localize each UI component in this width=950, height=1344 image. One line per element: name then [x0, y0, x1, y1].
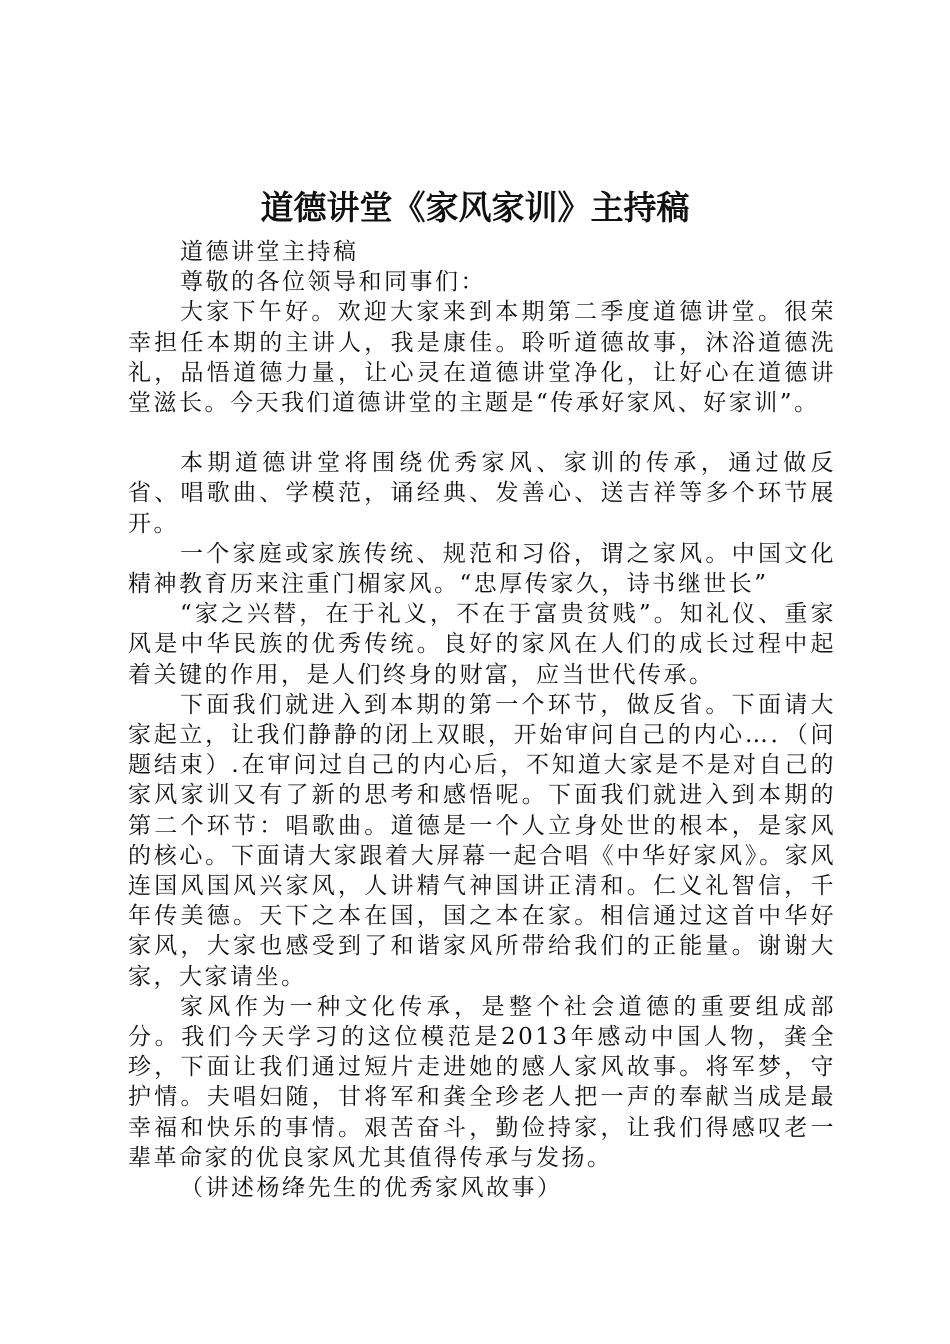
paragraph-story-note: （讲述杨绛先生的优秀家风故事）	[180, 1175, 563, 1202]
paragraph-role-model: 家风作为一种文化传承，是整个社会道德的重要组成部分。我们今天学习的这位模范是2013年感动中国人物，龚全珍，下面让我们通过短片走进她的感人家风故事。将军梦，守护情。夫唱妇随，甘将军和龚全珍老人把一声的奉献当成是最幸福和快乐的事情。艰苦奋斗，勤俭持家，让我们得感叹老一辈革命家的优良家风尤其值得传承与发扬。	[128, 993, 836, 1171]
paragraph-subtitle: 道德讲堂主持稿	[180, 239, 359, 265]
paragraph-reflection-song: 下面我们就进入到本期的第一个环节，做反省。下面请大家起立，让我们静静的闭上双眼，开始审问自己的内心…．（问题结束）.在审问过自己的内心后，不知道大家是不是对自己的家风家训又有了新的思考和感悟呢。下面我们就进入到本期的第二个环节：唱歌曲。道德是一个人立身处世的根本，是家风的核心。下面请大家跟着大屏幕一起合唱《中华好家风》。家风连国风国风兴家风，人讲精气神国讲正清和。仁义礼智信，千年传美德。天下之本在国，国之本在家。相信通过这首中华好家风，大家也感受到了和谐家风所带给我们的正能量。谢谢大家，大家请坐。	[128, 691, 836, 990]
document-title: 道德讲堂《家风家训》主持稿	[260, 188, 690, 227]
paragraph-opening: 大家下午好。欢迎大家来到本期第二季度道德讲堂。很荣幸担任本期的主讲人，我是康佳。聆听道德故事，沐浴道德洗礼，品悟道德力量，让心灵在道德讲堂净化，让好心在道德讲堂滋长。今天我们道德讲堂的主题是“传承好家风、好家训”。	[128, 299, 836, 417]
paragraph-tradition: “家之兴替，在于礼义，不在于富贵贫贱”。知礼仪、重家风是中华民族的优秀传统。良好的家风在人们的成长过程中起着关键的作用，是人们终身的财富，应当世代传承。	[128, 601, 836, 688]
paragraph-greeting: 尊敬的各位领导和同事们：	[180, 269, 486, 296]
document-body	[128, 237, 836, 1203]
paragraph-agenda: 本期道德讲堂将围绕优秀家风、家训的传承，通过做反省、唱歌曲、学模范，诵经典、发善心、送吉祥等多个环节展开。	[128, 450, 836, 537]
paragraph-family-style: 一个家庭或家族传统、规范和习俗，谓之家风。中国文化精神教育历来注重门楣家风。“忠厚传家久，诗书继世长”	[128, 540, 836, 598]
